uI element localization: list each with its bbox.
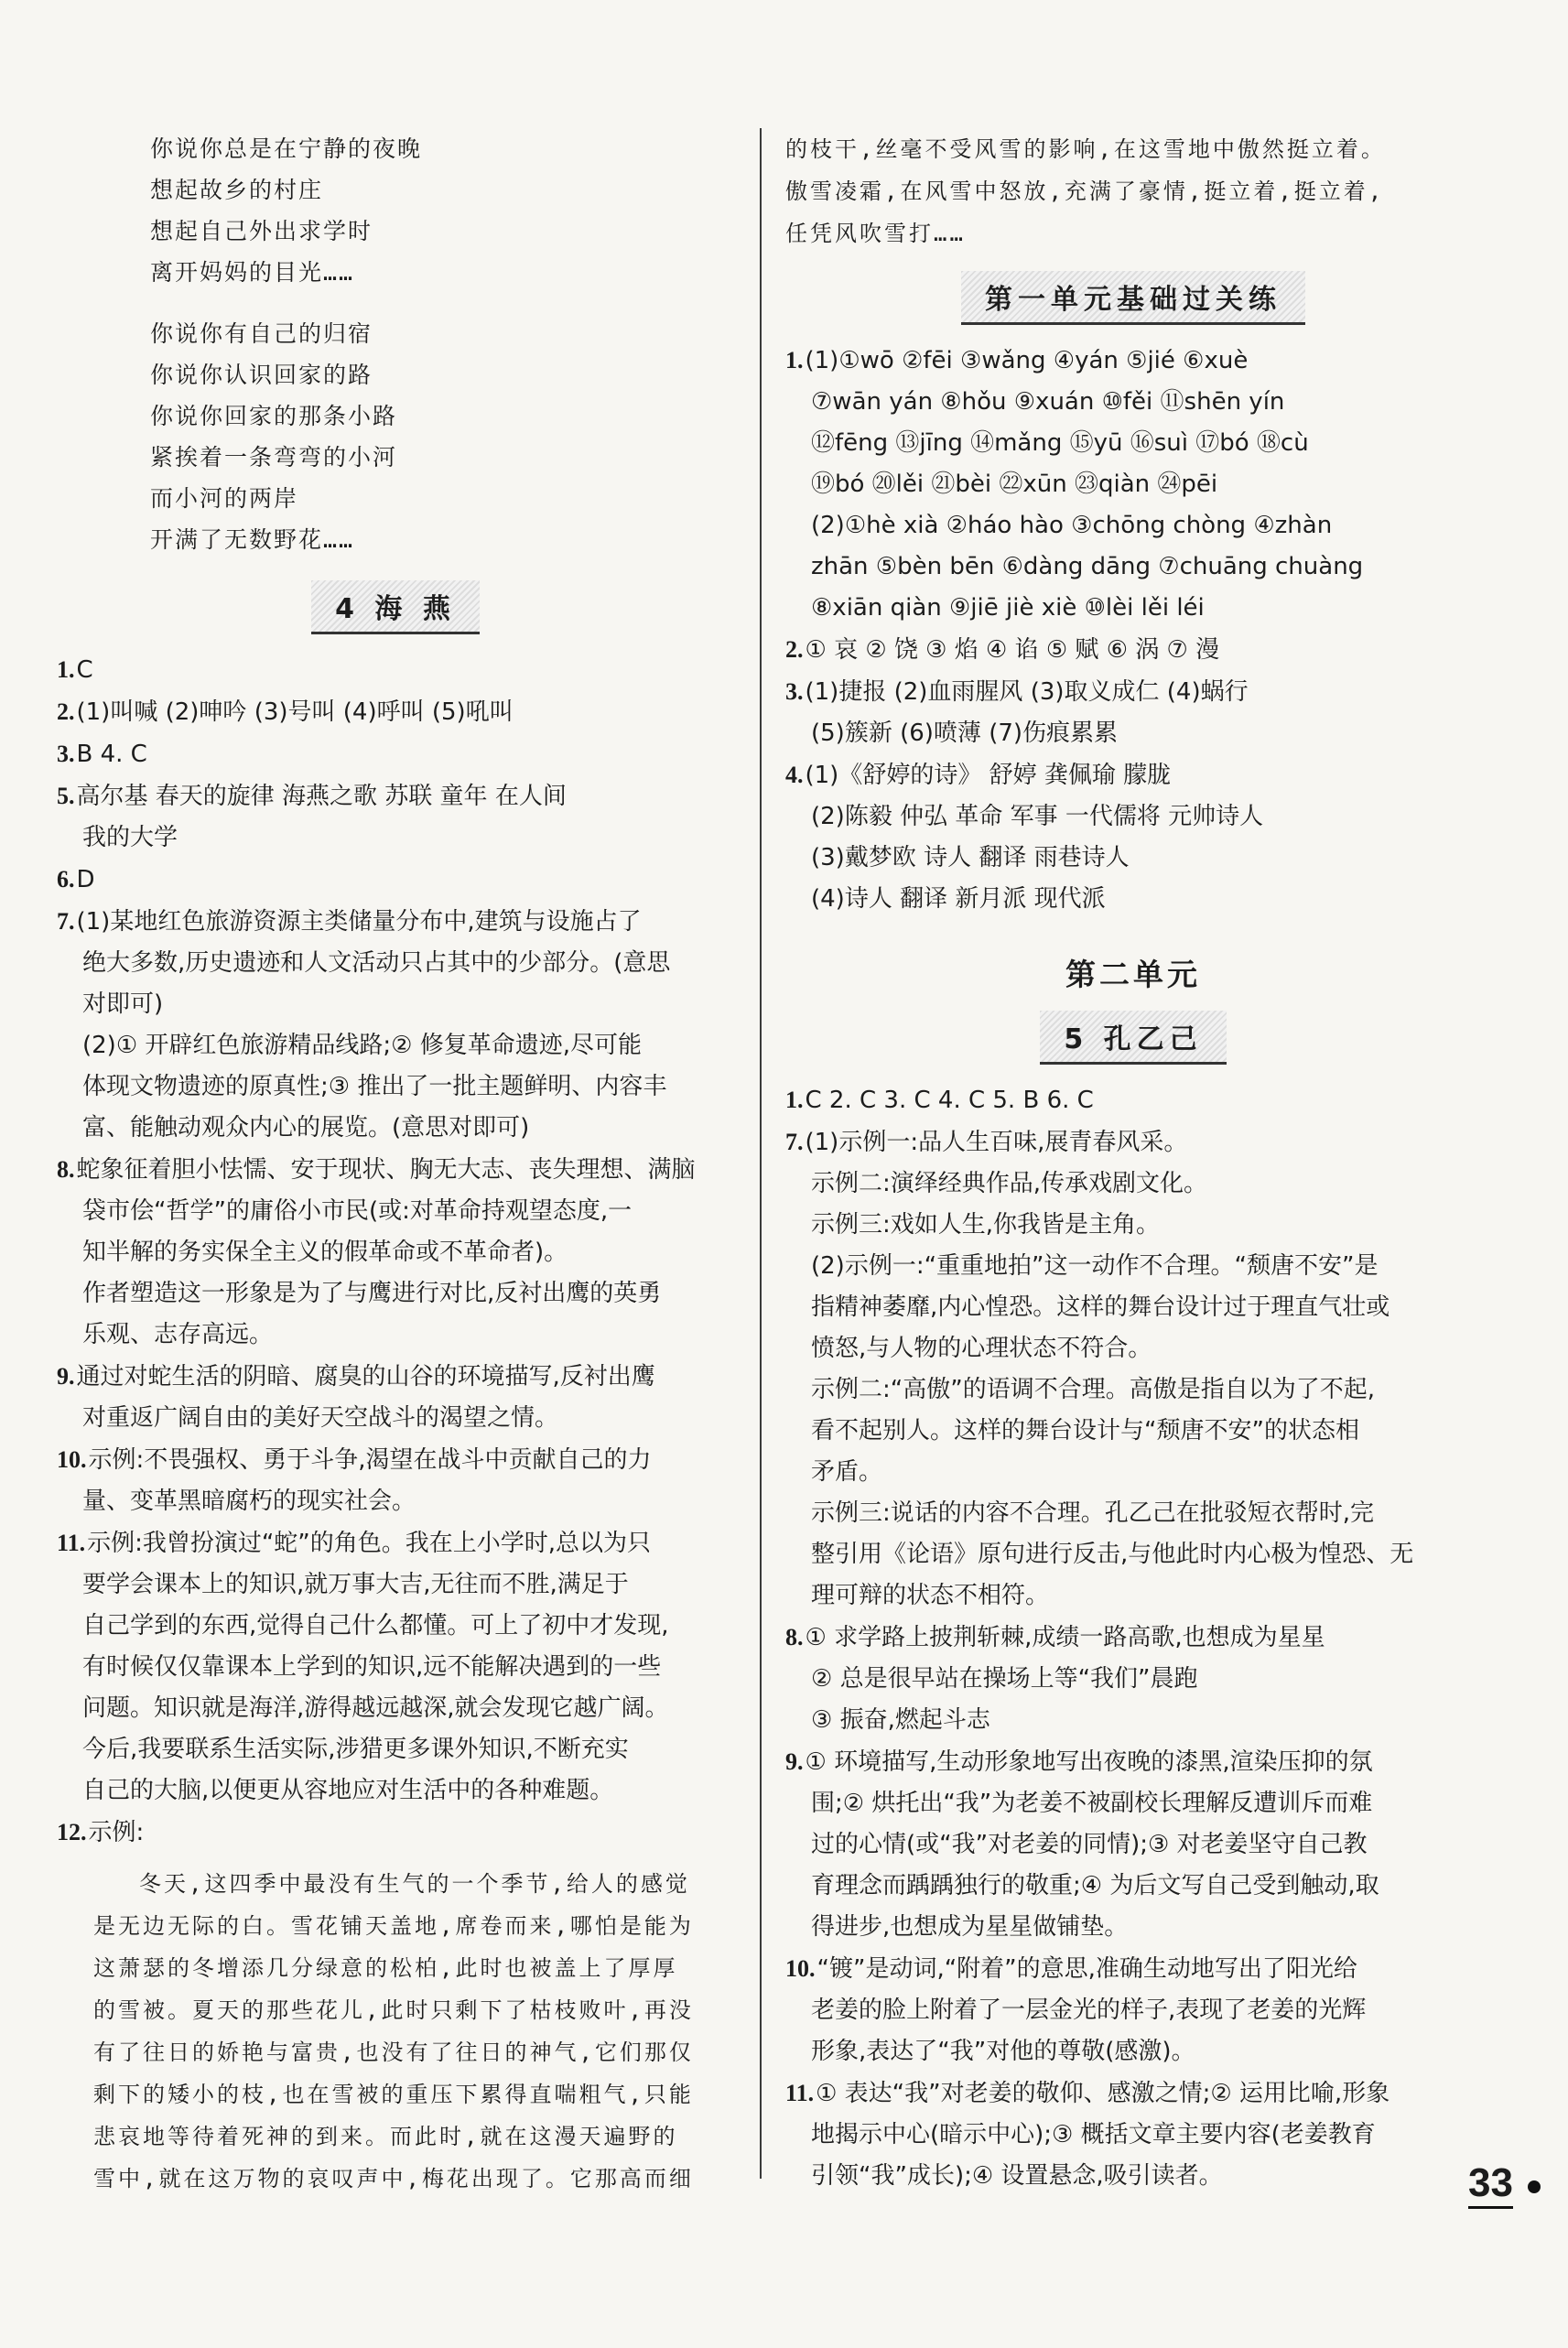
answer-item — [57, 1149, 734, 1356]
answer-item — [785, 2072, 1481, 2197]
answer-text: 通过对蛇生活的阴暗、腐臭的山谷的环境描写,反衬出鹰 — [76, 1363, 655, 1390]
answer-item — [785, 1617, 1481, 1741]
answer-item — [57, 775, 734, 859]
answer-number: 8. — [785, 1624, 804, 1650]
text-line: 冬天,这四季中最没有生气的一个季节,给人的感觉 — [139, 1871, 690, 1897]
answer-number: 9. — [785, 1748, 804, 1775]
text-line: 紧挨着一条弯弯的小河 — [150, 444, 398, 471]
answer-line — [57, 1232, 734, 1273]
answer-text: 体现文物遗迹的原真性;③ 推出了一批主题鲜明、内容丰 — [82, 1073, 667, 1100]
answer-text: 理可辩的状态不相符。 — [811, 1582, 1050, 1609]
answer-item — [57, 1522, 734, 1812]
answer-item — [57, 901, 734, 1149]
answer-line — [57, 1025, 734, 1066]
answer-item — [785, 340, 1481, 629]
text-line: 想起故乡的村庄 — [150, 177, 324, 203]
answer-text: 引领“我”成长);④ 设置悬念,吸引读者。 — [811, 2162, 1223, 2190]
answer-number: 11. — [785, 2080, 815, 2106]
text-line: 想起自己外出求学时 — [150, 218, 373, 244]
answer-line — [57, 984, 734, 1025]
column-divider — [760, 128, 762, 2179]
answer-text: (1)叫喊 (2)呻吟 (3)号叫 (4)呼叫 (5)吼叫 — [76, 698, 514, 726]
answers-unit1 — [785, 340, 1481, 920]
answer-text: C 2. C 3. C 4. C 5. B 6. C — [805, 1087, 1094, 1114]
answer-text: 育理念而踽踽独行的敬重;④ 为后文写自己受到触动,取 — [811, 1872, 1379, 1899]
answer-line — [57, 1522, 734, 1564]
answer-text: ① 表达“我”对老姜的敬仰、感激之情;② 运用比喻,形象 — [816, 2080, 1390, 2107]
text-line: 的雪被。夏天的那些花儿,此时只剩下了枯枝败叶,再没 — [93, 1997, 694, 2023]
answer-line — [57, 1729, 734, 1770]
answer-line — [785, 1700, 1481, 1741]
text-line: 你说你回家的那条小路 — [150, 403, 398, 429]
answer-text: ⑲bó ⑳lěi ㉑bèi ㉒xūn ㉓qiàn ㉔pēi — [811, 471, 1218, 498]
answer-text: (2)示例一:“重重地拍”这一动作不合理。“颓唐不安”是 — [811, 1252, 1379, 1280]
answer-item — [785, 671, 1481, 754]
answer-item — [57, 859, 734, 901]
answer-line — [785, 1575, 1481, 1617]
answer-text: 老姜的脸上附着了一层金光的样子,表现了老姜的光辉 — [811, 1996, 1367, 2024]
answer-line — [785, 1990, 1481, 2031]
answer-line — [785, 754, 1481, 796]
text-line: 的枝干,丝毫不受风雪的影响,在这雪地中傲然挺立着。 — [785, 136, 1386, 162]
answer-line — [57, 943, 734, 984]
answer-text: 绝大多数,历史遗迹和人文活动只占其中的少部分。(意思 — [82, 949, 671, 977]
section-title-haiyan: 4 海 燕 — [57, 580, 734, 634]
answer-number: 8. — [57, 1156, 75, 1183]
answer-text: 愤怒,与人物的心理状态不符合。 — [811, 1335, 1152, 1362]
answer-line — [785, 713, 1481, 754]
answer-text: 作者塑造这一形象是为了与鹰进行对比,反衬出鹰的英勇 — [82, 1280, 662, 1307]
answer-item — [57, 733, 734, 775]
answer-item — [785, 1948, 1481, 2072]
answer-text: 蛇象征着胆小怯懦、安于现状、胸无大志、丧失理想、满脑 — [76, 1156, 696, 1184]
text-line: 悲哀地等待着死神的到来。而此时,就在这漫天遍野的 — [93, 2124, 678, 2149]
answer-number: 2. — [785, 636, 804, 663]
answer-text: zhān ⑤bèn bēn ⑥dàng dāng ⑦chuāng chuàng — [811, 553, 1364, 580]
text-line: 你说你认识回家的路 — [150, 362, 373, 388]
answer-item — [57, 1356, 734, 1439]
answer-line — [57, 817, 734, 859]
answer-number: 4. — [785, 762, 804, 788]
answer-text: B 4. C — [76, 741, 147, 768]
answer-item — [785, 754, 1481, 920]
answers-haiyan — [57, 649, 734, 1854]
answer-line — [785, 1205, 1481, 1246]
answer-line — [57, 1606, 734, 1647]
answer-number: 7. — [785, 1129, 804, 1155]
answer-text: 示例: — [88, 1819, 145, 1846]
answer-line — [785, 1493, 1481, 1534]
answer-text: 示例三:戏如人生,你我皆是主角。 — [811, 1211, 1161, 1239]
answer-text: 对即可) — [82, 990, 164, 1018]
answer-text: D — [76, 866, 95, 893]
answer-text: 示例:不畏强权、勇于斗争,渴望在战斗中贡献自己的力 — [88, 1446, 652, 1474]
answer-line — [57, 1149, 734, 1191]
answer-line — [785, 423, 1481, 464]
answer-text: 围;② 烘托出“我”为老姜不被副校长理解反遭训斥而难 — [811, 1790, 1373, 1817]
answer-line — [785, 1079, 1481, 1121]
answer-number: 6. — [57, 866, 75, 893]
answer-line — [785, 340, 1481, 382]
answer-line — [785, 2115, 1481, 2156]
answer-item — [785, 1079, 1481, 1121]
answer-line — [57, 1108, 734, 1149]
text-line: 开满了无数野花…… — [150, 526, 355, 553]
answer-line — [57, 649, 734, 691]
answer-number: 5. — [57, 783, 75, 809]
answer-item — [57, 1439, 734, 1522]
answer-number: 1. — [785, 1087, 804, 1113]
answer-line — [785, 1783, 1481, 1824]
answer-number: 7. — [57, 908, 75, 935]
answer-text: 今后,我要联系生活实际,涉猎更多课外知识,不断充实 — [82, 1736, 629, 1763]
text-line: 雪中,就在这万物的哀叹声中,梅花出现了。它那高而细 — [93, 2166, 694, 2191]
answer-text: ② 总是很早站在操场上等“我们”晨跑 — [811, 1665, 1198, 1693]
answer-text: 得进步,也想成为星星做铺垫。 — [811, 1913, 1129, 1941]
answer-line — [57, 775, 734, 817]
answer-number: 1. — [57, 656, 75, 683]
answer-number: 10. — [57, 1446, 87, 1473]
answer-text: (2)①hè xià ②háo hào ③chōng chòng ④zhàn — [811, 512, 1333, 539]
answer-line — [785, 1452, 1481, 1493]
unit-title: 第二单元 — [1065, 957, 1201, 992]
left-column — [57, 128, 734, 2200]
answer-text: 整引用《论语》原句进行反击,与他此时内心极为惶恐、无 — [811, 1541, 1414, 1568]
answer-text: 示例:我曾扮演过“蛇”的角色。我在上小学时,总以为只 — [87, 1530, 652, 1557]
answer-line — [785, 1121, 1481, 1163]
answer-text: 自己学到的东西,觉得自己什么都懂。可上了初中才发现, — [82, 1612, 669, 1639]
answer-number: 11. — [57, 1530, 86, 1556]
answer-text: ① 哀 ② 饶 ③ 焰 ④ 谄 ⑤ 赋 ⑥ 涡 ⑦ 漫 — [805, 636, 1220, 664]
answer-line — [57, 1066, 734, 1108]
answer-text: (2)陈毅 仲弘 革命 军事 一代儒将 元帅诗人 — [811, 803, 1264, 830]
answer-line — [57, 1564, 734, 1606]
answer-line — [785, 505, 1481, 546]
answer-line — [785, 2156, 1481, 2197]
text-line: 你说你有自己的归宿 — [150, 320, 373, 347]
answer-text: 问题。知识就是海洋,游得越远越深,就会发现它越广阔。 — [82, 1694, 669, 1722]
answer-text: (1)《舒婷的诗》 舒婷 龚佩瑜 朦胧 — [805, 762, 1172, 789]
answer-text: ⑧xiān qiàn ⑨jiē jiè xiè ⑩lèi lěi léi — [811, 594, 1205, 622]
poem-stanza-2 — [57, 313, 734, 560]
answer-text: ⑦wān yán ⑧hǒu ⑨xuán ⑩fěi ⑪shēn yín — [811, 388, 1285, 416]
poem-stanza-1 — [57, 128, 734, 293]
answer-line — [785, 2031, 1481, 2072]
answer-line — [57, 733, 734, 775]
answer-line — [57, 1770, 734, 1812]
answer-line — [785, 1907, 1481, 1948]
answer-line — [785, 1287, 1481, 1328]
answer-line — [785, 1659, 1481, 1700]
answer-text: (2)① 开辟红色旅游精品线路;② 修复革命遗迹,尽可能 — [82, 1032, 643, 1059]
answer-text: ① 环境描写,生动形象地写出夜晚的漆黑,渲染压抑的氛 — [805, 1748, 1373, 1776]
section-title-unit1-review: 第一单元基础过关练 — [785, 271, 1481, 325]
answer-line — [785, 464, 1481, 505]
answer-text: ⑫fēng ⑬jīng ⑭mǎng ⑮yū ⑯suì ⑰bó ⑱cù — [811, 429, 1309, 457]
answer-text: 知半解的务实保全主义的假革命或不革命者)。 — [82, 1239, 568, 1266]
answer-item — [785, 1121, 1481, 1617]
answer-item — [785, 1741, 1481, 1948]
text-line: 而小河的两岸 — [150, 485, 299, 512]
answer-text: 指精神萎靡,内心惶恐。这样的舞台设计过于理直气壮或 — [811, 1293, 1390, 1321]
answer-line — [785, 1866, 1481, 1907]
answer-text: C — [76, 656, 93, 684]
handwritten-essay — [57, 1863, 734, 2200]
answer-number: 3. — [57, 741, 75, 767]
right-column — [785, 128, 1481, 2197]
text-line: 有了往日的娇艳与富贵,也没有了往日的神气,它们那仅 — [93, 2040, 694, 2065]
answer-text: 有时候仅仅靠课本上学到的知识,远不能解决遇到的一些 — [82, 1653, 662, 1681]
answer-line — [785, 1411, 1481, 1452]
answer-text: 过的心情(或“我”对老姜的同情);③ 对老姜坚守自己教 — [811, 1831, 1368, 1858]
answer-text: 看不起别人。这样的舞台设计与“颓唐不安”的状态相 — [811, 1417, 1359, 1445]
answer-line — [57, 1647, 734, 1688]
answer-line — [57, 1812, 734, 1854]
answer-text: 乐观、志存高远。 — [82, 1321, 274, 1348]
answer-line — [785, 1163, 1481, 1205]
answer-line — [57, 1439, 734, 1481]
answer-number: 10. — [785, 1955, 816, 1982]
answer-text: (1)①wō ②fēi ③wǎng ④yán ⑤jié ⑥xuè — [805, 347, 1249, 374]
answer-text: (5)簇新 (6)喷薄 (7)伤痕累累 — [811, 720, 1119, 747]
answer-item — [57, 691, 734, 733]
answer-text: (1)示例一:品人生百味,展青春风采。 — [805, 1129, 1188, 1156]
answer-line — [57, 1398, 734, 1439]
answer-line — [57, 1481, 734, 1522]
answer-text: 量、变革黑暗腐朽的现实社会。 — [82, 1488, 416, 1515]
answer-line — [57, 691, 734, 733]
answer-line — [785, 1948, 1481, 1990]
answer-line — [785, 1824, 1481, 1866]
answer-line — [785, 588, 1481, 629]
text-line: 这萧瑟的冬增添几分绿意的松柏,此时也被盖上了厚厚 — [93, 1955, 678, 1981]
answer-item — [57, 649, 734, 691]
answer-text: 示例二:“高傲”的语调不合理。高傲是指自以为了不起, — [811, 1376, 1375, 1403]
answer-line — [785, 2072, 1481, 2115]
answer-text: 示例三:说话的内容不合理。孔乙己在批驳短衣帮时,完 — [811, 1499, 1375, 1527]
answer-item — [57, 1812, 734, 1854]
answer-text: 示例二:演绎经典作品,传承戏剧文化。 — [811, 1170, 1208, 1197]
text-line: 离开妈妈的目光…… — [150, 259, 355, 286]
answer-line — [785, 838, 1481, 879]
answer-item — [785, 629, 1481, 671]
answer-line — [785, 629, 1481, 671]
answer-text: ③ 振奋,燃起斗志 — [811, 1706, 990, 1734]
answer-line — [57, 1191, 734, 1232]
answer-number: 3. — [785, 678, 804, 705]
answer-line — [57, 1356, 734, 1398]
answer-text: 地揭示中心(暗示中心);③ 概括文章主要内容(老姜教育 — [811, 2121, 1376, 2148]
answer-line — [785, 1328, 1481, 1369]
answer-number: 9. — [57, 1363, 75, 1390]
handwritten-essay-continued — [785, 128, 1481, 254]
answer-text: (1)某地红色旅游资源主类储量分布中,建筑与设施占了 — [76, 908, 642, 936]
answer-text: 袋市侩“哲学”的庸俗小市民(或:对革命持观望态度,一 — [82, 1197, 633, 1225]
answer-number: 12. — [57, 1819, 87, 1845]
answer-line — [785, 1617, 1481, 1659]
answer-text: 对重返广阔自由的美好天空战斗的渴望之情。 — [82, 1404, 559, 1432]
answer-line — [785, 796, 1481, 838]
answer-line — [785, 1246, 1481, 1287]
answer-line — [785, 1534, 1481, 1575]
answer-line — [57, 859, 734, 901]
section-title-kongyiji: 5 孔乙己 — [785, 1011, 1481, 1065]
answer-text: (4)诗人 翻译 新月派 现代派 — [811, 885, 1106, 913]
page-number: 33 — [1468, 2160, 1513, 2209]
answer-text: ① 求学路上披荆斩棘,成绩一路高歌,也想成为星星 — [805, 1624, 1325, 1651]
answer-number: 2. — [57, 698, 75, 725]
answer-text: 自己的大脑,以便更从容地应对生活中的各种难题。 — [82, 1777, 614, 1804]
text-line: 剩下的矮小的枝,也在雪被的重压下累得直喘粗气,只能 — [93, 2082, 694, 2107]
answer-line — [785, 382, 1481, 423]
text-line: 是无边无际的白。雪花铺天盖地,席卷而来,哪怕是能为 — [93, 1913, 694, 1939]
answer-text: (1)捷报 (2)血雨腥风 (3)取义成仁 (4)蜗行 — [805, 678, 1249, 706]
answer-text: 高尔基 春天的旋律 海燕之歌 苏联 童年 在人间 — [76, 783, 567, 810]
answer-text: 矛盾。 — [811, 1458, 883, 1486]
answer-line — [785, 1741, 1481, 1783]
answer-number: 1. — [785, 347, 804, 373]
answers-kongyiji — [785, 1079, 1481, 2197]
answer-text: 我的大学 — [82, 824, 178, 851]
page-dot — [1528, 2180, 1541, 2193]
answer-text: 要学会课本上的知识,就万事大吉,无往而不胜,满足于 — [82, 1571, 629, 1598]
answer-line — [785, 671, 1481, 713]
answer-line — [785, 1369, 1481, 1411]
text-line: 你说你总是在宁静的夜晚 — [150, 135, 423, 162]
answer-text: 形象,表达了“我”对他的尊敬(感激)。 — [811, 2038, 1195, 2065]
answer-line — [57, 1315, 734, 1356]
text-line: 任凭风吹雪打…… — [785, 221, 966, 246]
answer-line — [785, 879, 1481, 920]
answer-text: “镀”是动词,“附着”的意思,准确生动地写出了阳光给 — [816, 1955, 1357, 1983]
answer-line — [57, 901, 734, 943]
answer-line — [57, 1688, 734, 1729]
answer-line — [785, 546, 1481, 588]
text-line: 傲雪凌霜,在风雪中怒放,充满了豪情,挺立着,挺立着, — [785, 179, 1385, 204]
answer-text: 富、能触动观众内心的展览。(意思对即可) — [82, 1114, 530, 1142]
answer-text: (3)戴梦欧 诗人 翻译 雨巷诗人 — [811, 844, 1130, 871]
answer-line — [57, 1273, 734, 1315]
